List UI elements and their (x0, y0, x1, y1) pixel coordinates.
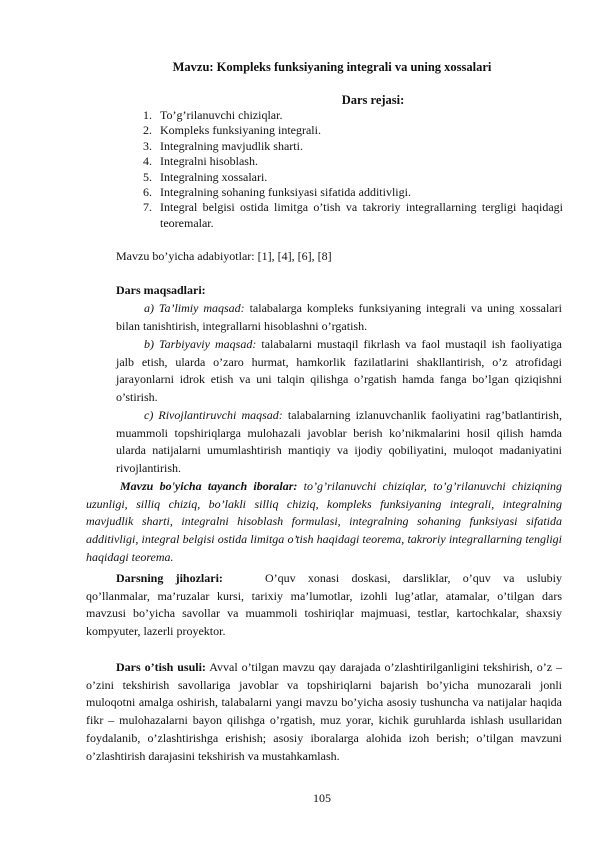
lesson-plan-list (143, 108, 563, 231)
goal-developmental-label: c) Rivojlantiruvchi maqsad: (144, 408, 283, 422)
list-item (143, 200, 563, 231)
list-item-number: 1. (143, 108, 152, 122)
list-item-number: 3. (143, 138, 152, 153)
list-item-number: 4. (143, 154, 152, 169)
equipment-label: Darsning jihozlari: (116, 571, 223, 585)
list-item (143, 123, 563, 138)
list-item-text: Integralning xossalari. (160, 169, 268, 184)
method-label: Dars o’tish usuli: (116, 660, 206, 674)
literature-line: Mavzu bo’yicha adabiyotlar: [1], [4], [6], [8] (116, 249, 332, 263)
list-item-text: Integralning mavjudlik sharti. (160, 138, 303, 153)
goal-upbringing-label: b) Tarbiyaviy maqsad: (144, 337, 257, 351)
list-item-text: To’g’rilanuvchi chiziqlar. (160, 108, 283, 122)
goal-developmental (116, 407, 562, 478)
list-item-number: 6. (143, 185, 152, 200)
list-item (143, 108, 563, 123)
goal-developmental-text: talabalarning izlanuvchanlik faoliyatini rag’batlantirish, muammoli topshiriqlarga mulohazali javoblar berish ko’nikmalarini hosil qilish hamda ularda natijalarni umumlashtirish mantiqiy va ijodiy qobiliyatini, muloqot madaniyatini rivojlantirish. (116, 408, 563, 476)
list-item (143, 154, 563, 169)
page-title: Mavzu: Kompleks funksiyaning integrali va uning xossalari (172, 60, 492, 74)
list-item-number: 7. (143, 200, 152, 215)
keywords-paragraph (86, 478, 562, 567)
equipment-paragraph (86, 570, 562, 641)
list-item-text: Integralning sohaning funksiyasi sifatida additivligi. (160, 185, 411, 200)
list-item-text: Integralni hisoblash. (160, 154, 258, 169)
goal-educational-text: talabalarga kompleks funksiyaning integrali va uning xossalari bilan tanishtirish, integrallarni hisoblashni o’rgatish. (116, 301, 562, 333)
list-item-text: Integral belgisi ostida limitga o’tish va takroriy integrallarning tergligi haqidagi teoremalar. (160, 200, 563, 230)
keywords-text: to’g’rilanuvchi chiziqlar, to’g’rilanuvchi chiziqning uzunligi, silliq chiziq, bo’lakli silliq chiziq, kompleks funksiyaning integrali, integralning mavjudlik sharti, integralni hisoblash formulasi, integralning sohaning funksiyasi sifatida additivligi, integral belgisi ostida limitga o’tish haqidagi teorema, takroriy integrallarning tengligi haqidagi teorema. (86, 479, 563, 564)
method-paragraph (86, 659, 562, 765)
list-item (143, 185, 563, 200)
goals-heading: Dars maqsadlari: (116, 283, 206, 297)
goal-educational (116, 300, 562, 335)
equipment-text: O’quv xonasi doskasi, darsliklar, o’quv va uslubiy qo’llanmalar, ma’ruzalar kursi, tarixiy ma’lumotlar, izohli lug’atlar, atamalar, o’tilgan dars mavzusi bo’yicha savollar va muammoli toshiriqlar majmuasi, testlar, kartochkalar, shaxsiy kompyuter, lazerli proyektor. (86, 571, 562, 639)
goal-upbringing (116, 336, 562, 407)
page-number: 105 (313, 791, 331, 805)
goal-educational-label: a) Ta’limiy maqsad: (144, 301, 245, 315)
list-item-number: 5. (143, 169, 152, 184)
keywords-label: Mavzu bo'yicha tayanch iboralar: (120, 479, 298, 493)
list-item-text: Kompleks funksiyaning integrali. (160, 123, 321, 138)
list-item (143, 139, 563, 154)
list-item (143, 170, 563, 185)
method-text: Avval o’tilgan mavzu qay darajada o’zlashtirilganligini tekshirish, o’z – o’zini tekshirish savollariga javoblar va topshiriqlarni bajarish bo’yicha munozarali jonli muloqotni amalga oshirish, talabalarni yangi mavzu bo’yicha asosiy tushuncha va natijalar haqida fikr – mulohazalarni bayon qilishga o’rgatish, muz yorar, kichik guruhlarda ishlash usullaridan foydalanib, o’zlashtirishga erishish; asosiy iboralarga alohida izoh berish; o’tilgan mavzuni o’zlashtirish darajasini tekshirish va mustahkamlash. (86, 660, 563, 763)
list-item-number: 2. (143, 123, 152, 138)
plan-heading: Dars rejasi: (341, 93, 405, 107)
goal-upbringing-text: talabalarni mustaqil fikrlash va faol mustaqil ish faoliyatiga jalb etish, ularda o’zaro hurmat, hamkorlik fazilatlarini shakllantirish, o’z atrofidagi jarayonlarni idrok etish va uni talqin qilishga o’rgatish hamda fanga bo’lgan qiziqishni o’stirish. (116, 337, 562, 405)
